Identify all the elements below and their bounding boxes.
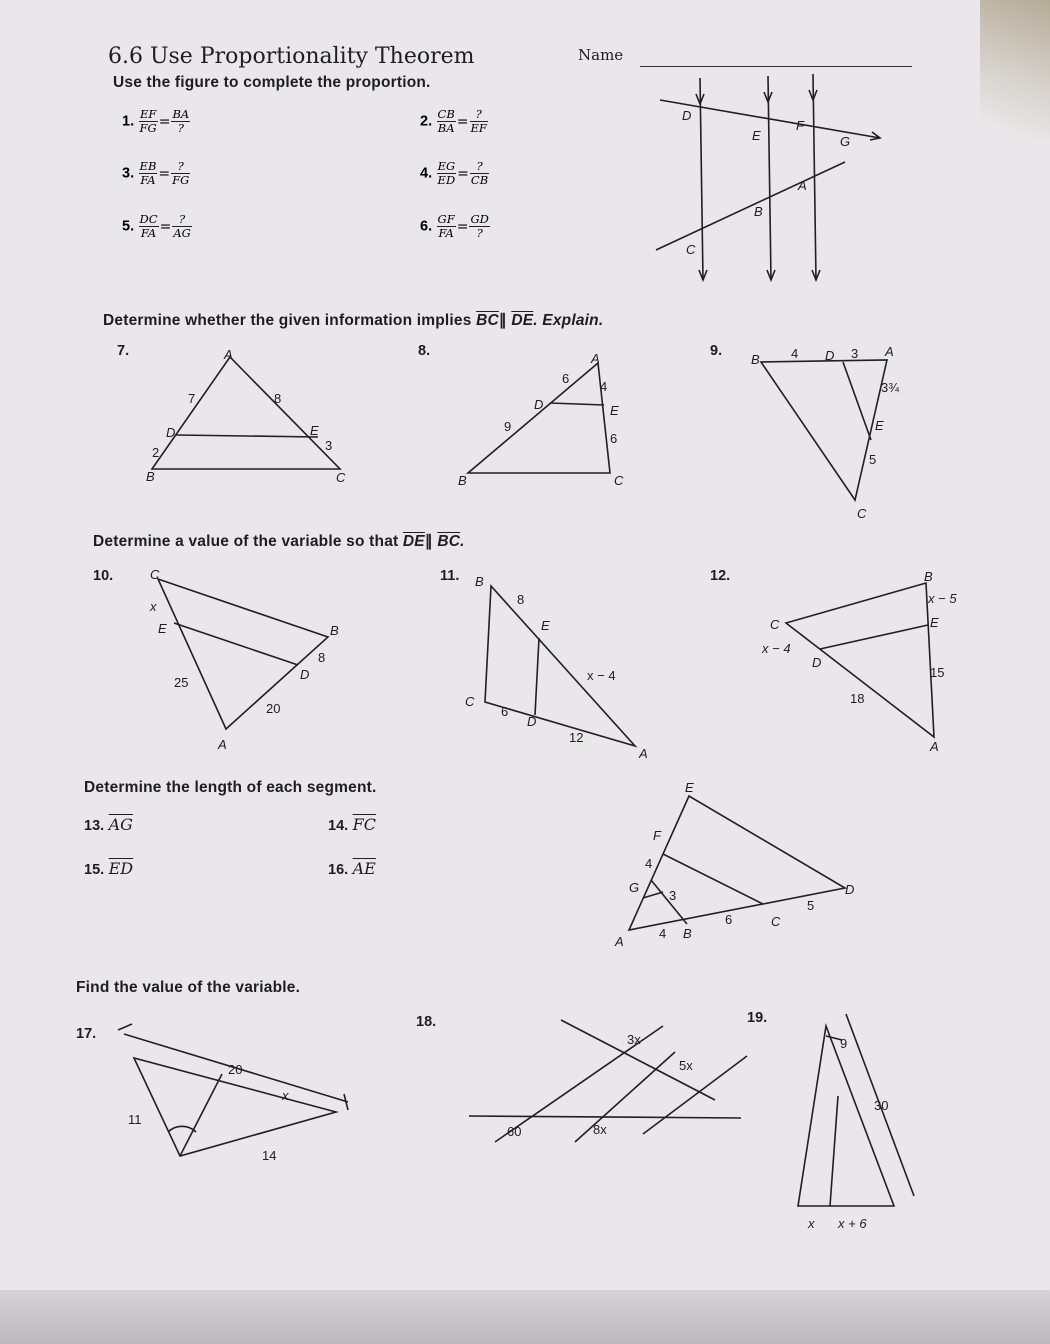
problem-19-figure <box>790 1010 950 1240</box>
svg-text:x: x <box>150 599 157 614</box>
svg-text:x − 4: x − 4 <box>587 668 616 683</box>
label-C: C <box>686 242 696 257</box>
svg-text:20: 20 <box>266 701 281 716</box>
svg-text:G: G <box>629 880 640 895</box>
problem-17-number: 17. <box>76 1026 97 1042</box>
svg-text:8: 8 <box>318 650 326 665</box>
svg-text:3: 3 <box>851 346 859 361</box>
svg-text:D: D <box>534 397 544 412</box>
svg-text:18: 18 <box>850 691 865 706</box>
svg-text:14: 14 <box>262 1148 277 1163</box>
svg-text:12: 12 <box>569 730 584 745</box>
proportion-3: 3. $\frac{EB}{FA}$ = $\frac{?}{FG}$ <box>122 159 190 187</box>
problem-9-number: 9. <box>710 343 723 359</box>
svg-text:A: A <box>591 351 600 366</box>
page-edge-shadow <box>980 0 1050 140</box>
problem-18-figure <box>465 1010 768 1150</box>
svg-text:60: 60 <box>507 1124 522 1139</box>
svg-text:B: B <box>475 574 484 589</box>
svg-text:3: 3 <box>325 438 333 453</box>
svg-text:7: 7 <box>188 391 196 406</box>
svg-text:15: 15 <box>930 665 945 680</box>
svg-text:20: 20 <box>228 1062 243 1077</box>
svg-text:B: B <box>683 926 692 941</box>
proportion-1: 1. $\frac{EF}{FG}$ = $\frac{BA}{?}$ <box>122 107 190 135</box>
svg-text:D: D <box>825 348 835 363</box>
proportion-2: 2. $\frac{CB}{BA}$ = $\frac{?}{EF}$ <box>420 107 487 135</box>
segment-16: 16. $\overline{AE}$ <box>328 859 376 878</box>
section-variable-heading: Determine a value of the variable so that $\overline{DE}\parallel$ $\overline{BC}$. <box>93 533 465 550</box>
problem-9-figure <box>745 340 925 520</box>
svg-text:6: 6 <box>501 704 509 719</box>
worksheet-title: 6.6 Use Proportionality Theorem <box>108 44 475 69</box>
svg-text:C: C <box>150 567 160 582</box>
svg-text:A: A <box>218 737 227 752</box>
label-B: B <box>754 204 763 219</box>
segment-figure <box>615 778 865 953</box>
label-D: D <box>682 108 692 123</box>
svg-text:5: 5 <box>807 898 815 913</box>
svg-text:x − 5: x − 5 <box>928 591 957 606</box>
section-length-heading: Determine the length of each segment. <box>84 779 377 796</box>
svg-text:30: 30 <box>874 1098 889 1113</box>
problem-11-number: 11. <box>440 568 460 584</box>
svg-text:E: E <box>310 423 319 438</box>
problem-10-figure <box>150 565 370 755</box>
svg-text:x: x <box>808 1216 815 1231</box>
svg-text:A: A <box>885 344 894 359</box>
svg-text:B: B <box>751 352 760 367</box>
svg-text:8: 8 <box>274 391 282 406</box>
svg-text:E: E <box>875 418 884 433</box>
label-G: G <box>840 134 851 149</box>
svg-text:x: x <box>282 1088 289 1103</box>
svg-text:E: E <box>610 403 619 418</box>
svg-text:11: 11 <box>128 1112 142 1127</box>
svg-text:6: 6 <box>562 371 570 386</box>
svg-text:B: B <box>924 569 933 584</box>
svg-text:3¾: 3¾ <box>881 380 900 395</box>
segment-14: 14. $\overline{FC}$ <box>328 815 376 834</box>
name-line[interactable] <box>640 66 912 67</box>
svg-text:C: C <box>336 470 346 485</box>
problem-7-number: 7. <box>117 343 130 359</box>
problem-7-figure <box>140 345 360 485</box>
svg-text:4: 4 <box>645 856 653 871</box>
svg-text:A: A <box>615 934 624 949</box>
problem-17-figure <box>118 1020 368 1170</box>
proportion-5: 5. $\frac{DC}{FA}$ = $\frac{?}{AG}$ <box>122 212 191 240</box>
svg-text:9: 9 <box>840 1036 848 1051</box>
segment-13: 13. $\overline{AG}$ <box>84 815 133 834</box>
svg-text:A: A <box>639 746 648 761</box>
svg-text:E: E <box>685 780 694 795</box>
svg-text:C: C <box>614 473 624 488</box>
problem-8-number: 8. <box>418 343 431 359</box>
svg-text:C: C <box>771 914 781 929</box>
svg-text:B: B <box>330 623 339 638</box>
section-parallel-heading: Determine whether the given information implies $\overline{BC}\parallel$ $\overline{DE}$. Explain. <box>103 312 604 329</box>
label-E: E <box>752 128 761 143</box>
svg-text:C: C <box>857 506 867 521</box>
problem-8-figure <box>450 345 650 488</box>
worksheet-subtitle: Use the figure to complete the proportion. <box>113 74 431 91</box>
svg-text:x + 6: x + 6 <box>838 1216 867 1231</box>
svg-text:3x: 3x <box>627 1032 641 1047</box>
svg-text:D: D <box>812 655 822 670</box>
svg-text:5x: 5x <box>679 1058 693 1073</box>
svg-text:4: 4 <box>600 379 608 394</box>
svg-text:D: D <box>845 882 855 897</box>
svg-text:D: D <box>166 425 176 440</box>
svg-text:B: B <box>458 473 467 488</box>
svg-text:B: B <box>146 469 155 484</box>
svg-text:E: E <box>930 615 939 630</box>
svg-text:F: F <box>653 828 661 843</box>
problem-12-number: 12. <box>710 568 731 584</box>
problem-18-number: 18. <box>416 1014 437 1030</box>
svg-text:D: D <box>300 667 310 682</box>
svg-text:6: 6 <box>725 912 733 927</box>
name-label: Name <box>578 46 624 64</box>
svg-text:8x: 8x <box>593 1122 607 1137</box>
segment-15: 15. $\overline{ED}$ <box>84 859 134 878</box>
svg-text:C: C <box>465 694 475 709</box>
svg-text:E: E <box>541 618 550 633</box>
proportion-4: 4. $\frac{EG}{ED}$ = $\frac{?}{CB}$ <box>420 159 489 187</box>
page-bottom-shadow <box>0 1290 1050 1344</box>
svg-text:4: 4 <box>659 926 667 941</box>
proportion-6: 6. $\frac{GF}{FA}$ = $\frac{GD}{?}$ <box>420 212 489 240</box>
svg-text:E: E <box>158 621 167 636</box>
main-figure <box>640 70 900 290</box>
svg-text:3: 3 <box>669 888 677 903</box>
svg-text:8: 8 <box>517 592 525 607</box>
svg-text:5: 5 <box>869 452 877 467</box>
problem-10-number: 10. <box>93 568 114 584</box>
label-A: A <box>798 178 807 193</box>
svg-text:x − 4: x − 4 <box>762 641 791 656</box>
problem-19-number: 19. <box>747 1010 768 1026</box>
svg-text:9: 9 <box>504 419 512 434</box>
svg-text:4: 4 <box>791 346 799 361</box>
svg-text:2: 2 <box>152 445 160 460</box>
svg-text:A: A <box>930 739 939 754</box>
problem-11-figure <box>455 570 665 760</box>
section-find-heading: Find the value of the variable. <box>76 979 301 996</box>
label-F: F <box>796 118 804 133</box>
svg-text:D: D <box>527 714 537 729</box>
svg-text:6: 6 <box>610 431 618 446</box>
svg-text:C: C <box>770 617 780 632</box>
svg-text:A: A <box>224 347 233 362</box>
svg-text:25: 25 <box>174 675 189 690</box>
problem-12-figure <box>760 565 990 755</box>
